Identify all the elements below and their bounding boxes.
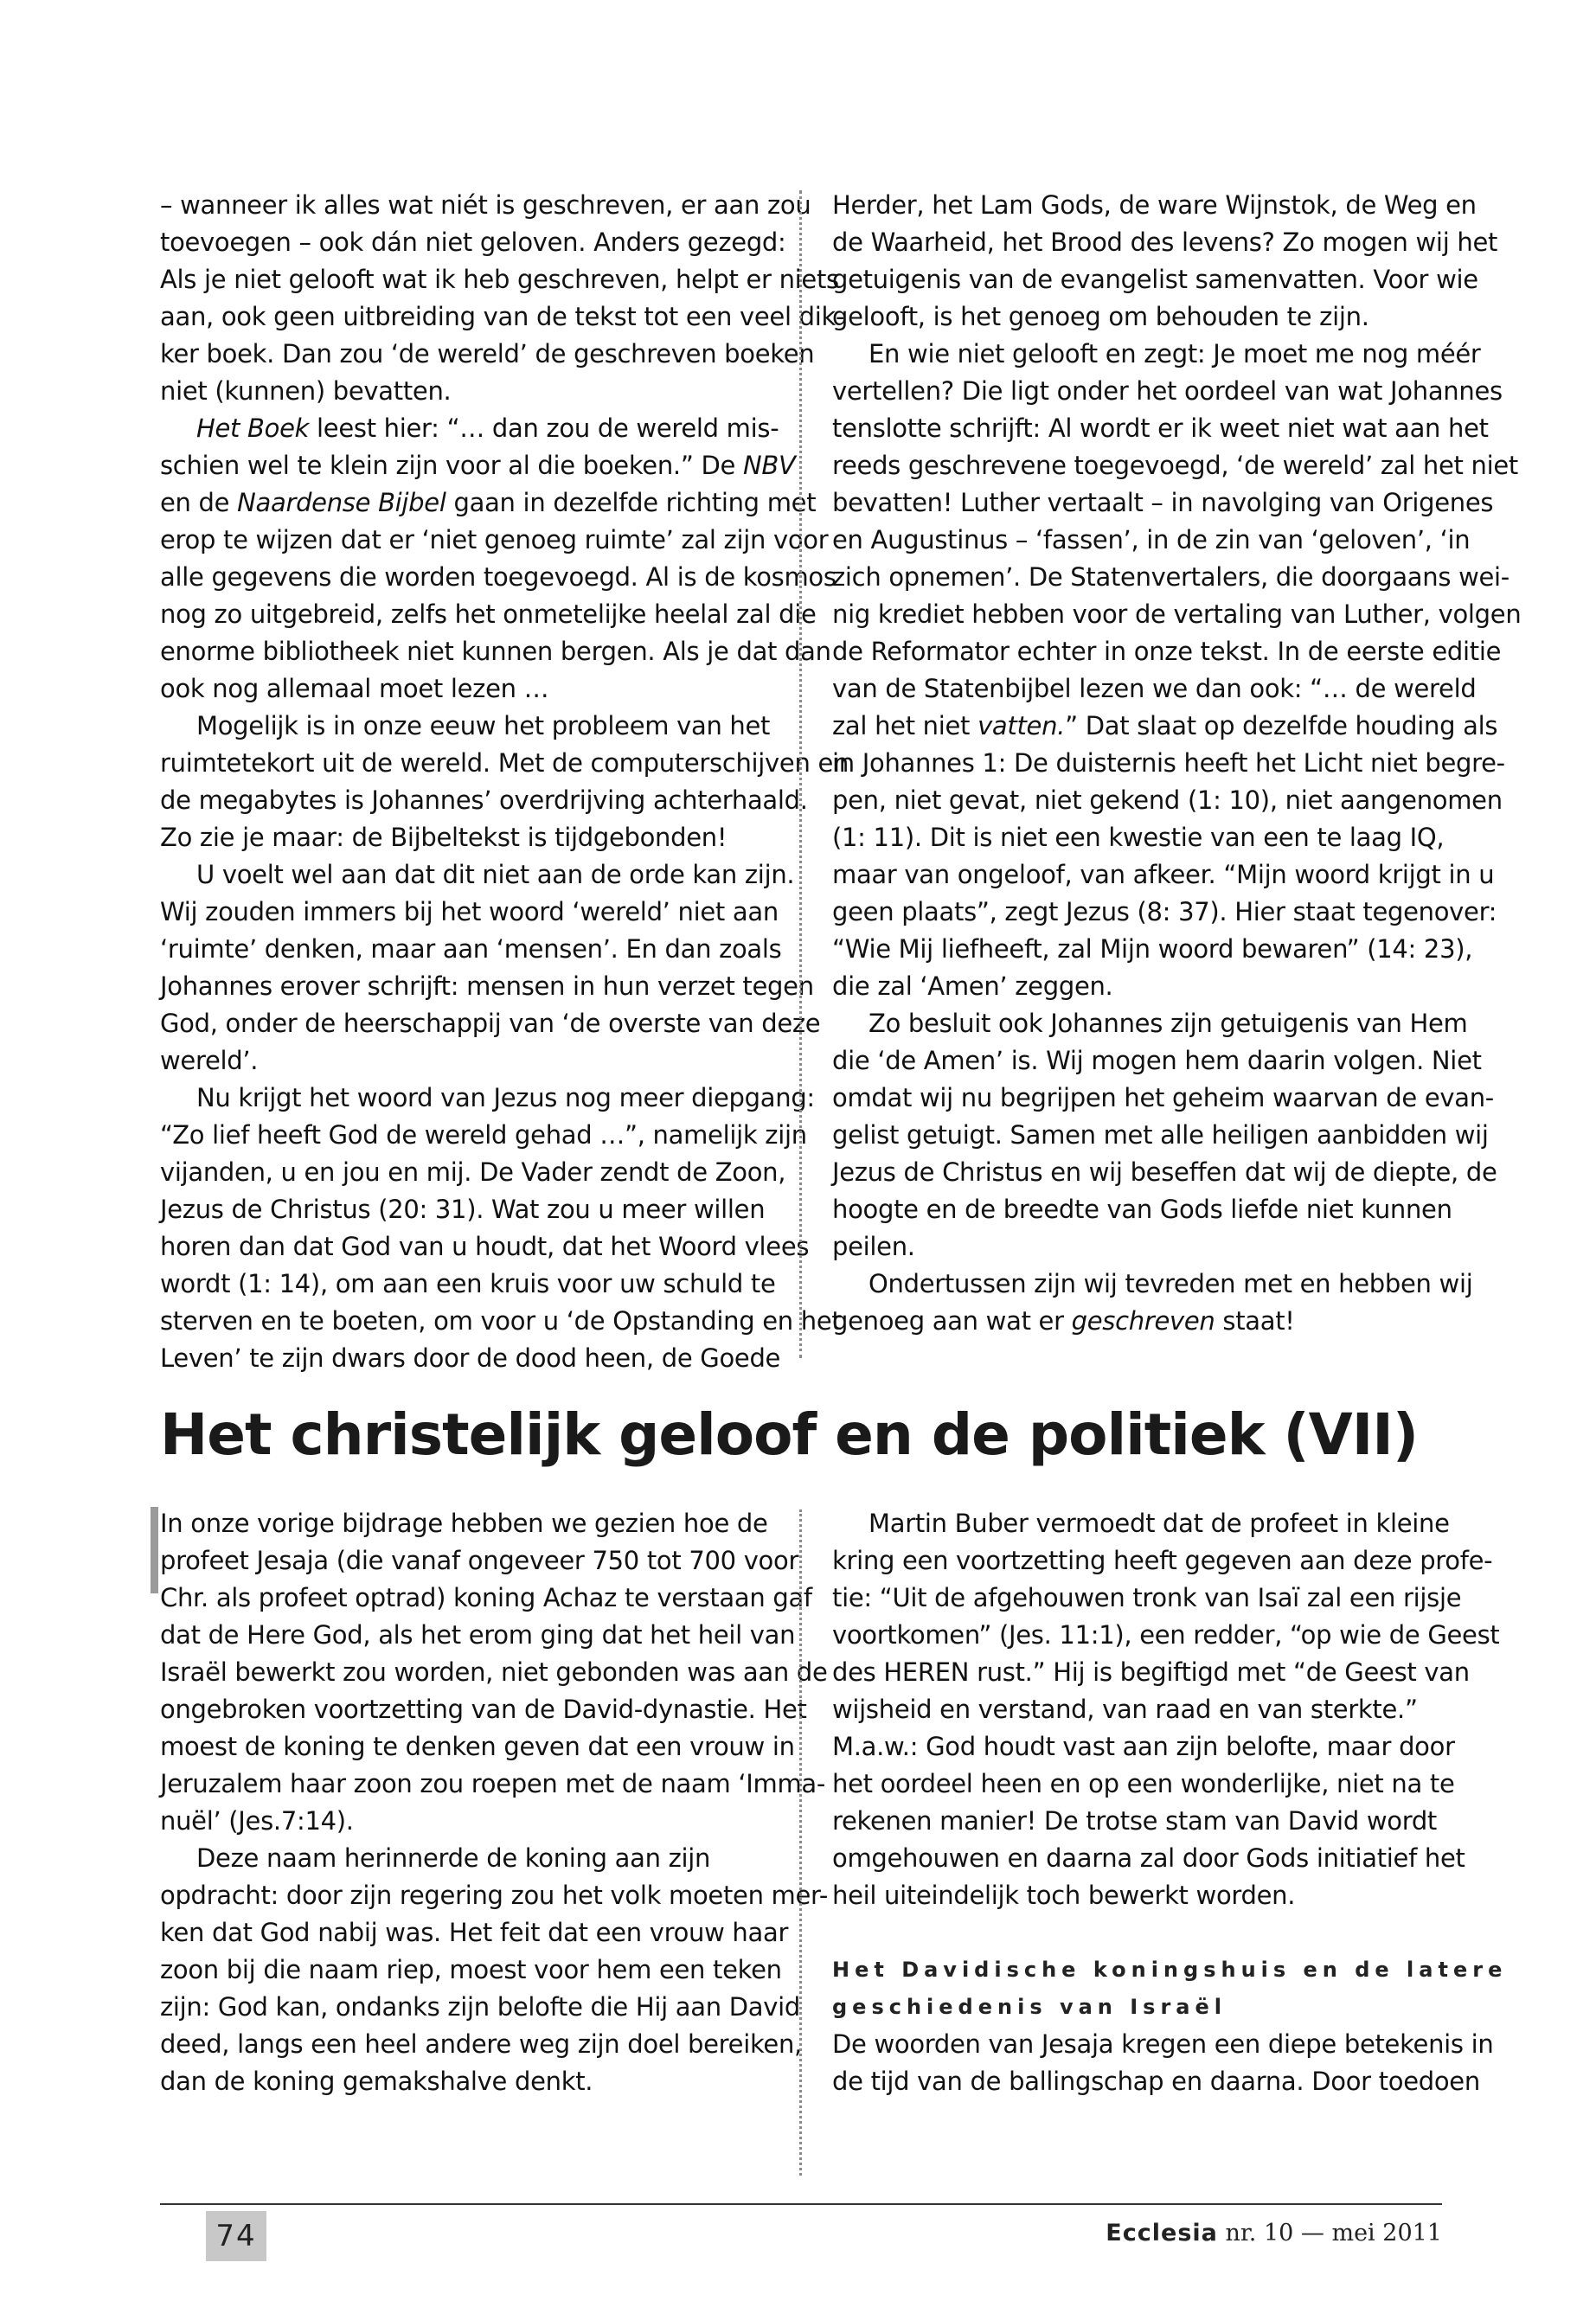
paragraph-marker-bar (151, 1507, 158, 1593)
text-line: gelist getuigt. Samen met alle heiligen aanbidden wij (832, 1120, 1489, 1150)
text-line: – wanneer ik alles wat niét is geschreven, er aan zou (160, 190, 811, 220)
text-line: Martin Buber vermoedt dat de profeet in kleine (869, 1509, 1450, 1538)
text-span: genoeg aan wat er (832, 1306, 1072, 1336)
text-span: en de (160, 488, 238, 517)
magazine-name: Ecclesia (1106, 2220, 1218, 2247)
section-subheading: Het Davidische koningshuis en de latere (832, 1958, 1508, 1982)
text-line: hoogte en de breedte van Gods liefde niet kunnen (832, 1195, 1452, 1224)
italic-title: NBV (742, 451, 796, 480)
text-line: Herder, het Lam Gods, de ware Wijnstok, de Weg en (832, 190, 1477, 220)
text-line: “Wie Mij liefheeft, zal Mijn woord bewaren” (14: 23), (832, 934, 1473, 964)
text-line: ruimtetekort uit de wereld. Met de computerschijven en (160, 748, 849, 778)
text-line: voortkomen” (Jes. 11:1), een redder, “op wie de Geest (832, 1620, 1500, 1650)
text-line: In onze vorige bijdrage hebben we gezien hoe de (160, 1509, 768, 1538)
text-line: vertellen? Die ligt onder het oordeel van wat Johannes (832, 376, 1503, 406)
text-line: Israël bewerkt zou worden, niet gebonden was aan de (160, 1657, 828, 1687)
text-line: Chr. als profeet optrad) koning Achaz te verstaan gaf (160, 1583, 812, 1612)
text-line: Nu krijgt het woord van Jezus nog meer diepgang: (196, 1083, 815, 1112)
text-line: wordt (1: 14), om aan een kruis voor uw schuld te (160, 1269, 776, 1298)
column-divider (799, 190, 802, 1358)
text-line: de megabytes is Johannes’ overdrijving achterhaald. (160, 785, 808, 815)
text-line: zoon bij die naam riep, moest voor hem een teken (160, 1955, 782, 1984)
text-span: gaan in dezelfde richting met (445, 488, 817, 517)
text-line: ongebroken voortzetting van de David-dynastie. Het (160, 1695, 807, 1724)
text-line: tenslotte schrijft: Al wordt er ik weet niet wat aan het (832, 413, 1489, 443)
text-line: nog zo uitgebreid, zelfs het onmetelijke heelal zal die (160, 599, 817, 629)
text-line: ‘ruimte’ denken, maar aan ‘mensen’. En dan zoals (160, 934, 782, 964)
footer-rule (160, 2203, 1442, 2205)
footer-issue (1106, 2220, 1442, 2247)
text-line: enorme bibliotheek niet kunnen bergen. Als je dat dan (160, 637, 831, 666)
text-line: kring een voortzetting heeft gegeven aan deze profe- (832, 1546, 1493, 1575)
issue-info: nr. 10 — mei 2011 (1217, 2220, 1442, 2247)
text-line: die zal ‘Amen’ zeggen. (832, 971, 1113, 1001)
italic-title: Het Boek (196, 413, 310, 443)
text-line: zich opnemen’. De Statenvertalers, die doorgaans wei- (832, 562, 1509, 592)
text-line: omdat wij nu begrijpen het geheim waarvan de evan- (832, 1083, 1494, 1112)
text-line: de Reformator echter in onze tekst. In de eerste editie (832, 637, 1502, 666)
top-right-column (832, 187, 1522, 1340)
text-line: heil uiteindelijk toch bewerkt worden. (832, 1881, 1296, 1910)
text-line: reeds geschrevene toegevoegd, ‘de wereld’ zal het niet (832, 451, 1518, 480)
text-line: bevatten! Luther vertaalt – in navolging van Origenes (832, 488, 1494, 517)
column-divider (799, 1509, 802, 2176)
text-line: gelooft, is het genoeg om behouden te zijn. (832, 302, 1369, 331)
text-line: peilen. (832, 1232, 915, 1261)
text-line: U voelt wel aan dat dit niet aan de orde kan zijn. (196, 860, 795, 889)
text-line: Als je niet gelooft wat ik heb geschreven, helpt er niets (160, 265, 839, 294)
spacer (832, 1914, 1455, 1952)
text-line (160, 447, 796, 484)
text-line: aan, ook geen uitbreiding van de tekst tot een veel dik- (160, 302, 845, 331)
text-line: ook nog allemaal moet lezen … (160, 674, 549, 703)
text-line: Leven’ te zijn dwars door de dood heen, de Goede (160, 1343, 781, 1373)
text-line: niet (kunnen) bevatten. (160, 376, 452, 406)
text-line: (1: 11). Dit is niet een kwestie van een te laag IQ, (832, 823, 1445, 852)
text-line: Jeruzalem haar zoon zou roepen met de naam ‘Imma- (160, 1769, 826, 1798)
article-title: Het christelijk geloof en de politiek (VII) (160, 1401, 1419, 1468)
top-left-column (160, 187, 849, 1377)
text-line: vijanden, u en jou en mij. De Vader zendt de Zoon, (160, 1157, 786, 1187)
text-line: nig krediet hebben voor de vertaling van Luther, volgen (832, 599, 1522, 629)
text-line: moest de koning te denken geven dat een vrouw in (160, 1732, 795, 1761)
text-line: in Johannes 1: De duisternis heeft het Licht niet begre- (832, 748, 1505, 778)
text-line: Johannes erover schrijft: mensen in hun verzet tegen (160, 971, 814, 1001)
text-line: omgehouwen en daarna zal door Gods initiatief het (832, 1843, 1465, 1873)
text-line: Zo zie je maar: de Bijbeltekst is tijdgebonden! (160, 823, 727, 852)
text-line: alle gegevens die worden toegevoegd. Al is de kosmos (160, 562, 836, 592)
text-line: En wie niet gelooft en zegt: Je moet me nog méér (869, 339, 1481, 369)
text-line (160, 484, 817, 522)
text-line: Jezus de Christus (20: 31). Wat zou u meer willen (160, 1195, 766, 1224)
text-line: pen, niet gevat, niet gekend (1: 10), niet aangenomen (832, 785, 1503, 815)
text-line: de Waarheid, het Brood des levens? Zo mogen wij het (832, 228, 1498, 257)
italic-word: vatten. (977, 711, 1066, 740)
text-line: opdracht: door zijn regering zou het volk moeten mer- (160, 1881, 828, 1910)
text-line: getuigenis van de evangelist samenvatten. Voor wie (832, 265, 1478, 294)
text-line: erop te wijzen dat er ‘niet genoeg ruimte’ zal zijn voor (160, 525, 829, 554)
text-line: geen plaats”, zegt Jezus (8: 37). Hier staat tegenover: (832, 897, 1497, 926)
text-line: maar van ongeloof, van afkeer. “Mijn woord krijgt in u (832, 860, 1495, 889)
text-line: horen dan dat God van u houdt, dat het Woord vlees (160, 1232, 810, 1261)
text-span: zal het niet (832, 711, 978, 740)
text-line: van de Statenbijbel lezen we dan ook: “… de wereld (832, 674, 1477, 703)
text-line: dat de Here God, als het erom ging dat het heil van (160, 1620, 796, 1650)
bottom-left-column (160, 1505, 828, 2100)
section-subheading: geschiedenis van Israël (832, 1995, 1227, 2019)
text-line: Ondertussen zijn wij tevreden met en hebben wij (869, 1269, 1473, 1298)
text-line: dan de koning gemakshalve denkt. (160, 2067, 593, 2096)
text-line (160, 410, 792, 447)
bottom-right-column (832, 1505, 1508, 2100)
text-line: des HEREN rust.” Hij is begiftigd met “de Geest van (832, 1657, 1470, 1687)
text-line: wijsheid en verstand, van raad en van sterkte.” (832, 1695, 1418, 1724)
text-span: leest hier: “… dan zou de wereld mis- (309, 413, 779, 443)
text-line: Zo besluit ook Johannes zijn getuigenis van Hem (869, 1009, 1468, 1038)
italic-title: Naardense Bijbel (237, 488, 446, 517)
text-line: de tijd van de ballingschap en daarna. Door toedoen (832, 2067, 1480, 2096)
text-line: rekenen manier! De trotse stam van David wordt (832, 1806, 1437, 1836)
text-line: nuël’ (Jes.7:14). (160, 1806, 354, 1836)
text-line (832, 1303, 1455, 1340)
text-line: Wij zouden immers bij het woord ‘wereld’ niet aan (160, 897, 779, 926)
text-line: God, onder de heerschappij van ‘de overste van deze (160, 1009, 821, 1038)
text-line: tie: “Uit de afgehouwen tronk van Isaï zal een rijsje (832, 1583, 1462, 1612)
text-line: het oordeel heen en op een wonderlijke, niet na te (832, 1769, 1455, 1798)
text-span: ” Dat slaat op dezelfde houding als (1065, 711, 1498, 740)
italic-word: geschreven (1071, 1306, 1215, 1336)
text-line: De woorden van Jesaja kregen een diepe betekenis in (832, 2029, 1494, 2059)
text-line: Mogelijk is in onze eeuw het probleem van het (196, 711, 771, 740)
text-line: profeet Jesaja (die vanaf ongeveer 750 tot 700 voor (160, 1546, 799, 1575)
text-line: sterven en te boeten, om voor u ‘de Opstanding en het (160, 1306, 842, 1336)
page-number: 74 (206, 2211, 266, 2261)
text-span: staat! (1215, 1306, 1295, 1336)
text-line: Deze naam herinnerde de koning aan zijn (196, 1843, 711, 1873)
text-span: schien wel te klein zijn voor al die boeken.” De (160, 451, 743, 480)
text-line (832, 708, 1498, 745)
text-line: en Augustinus – ‘fassen’, in de zin van ‘geloven’, ‘in (832, 525, 1471, 554)
text-line: zijn: God kan, ondanks zijn belofte die Hij aan David (160, 1992, 800, 2022)
text-line: Jezus de Christus en wij beseffen dat wij de diepte, de (832, 1157, 1497, 1187)
text-line: die ‘de Amen’ is. Wij mogen hem daarin volgen. Niet (832, 1046, 1482, 1075)
text-line: “Zo lief heeft God de wereld gehad …”, namelijk zijn (160, 1120, 807, 1150)
text-line: toevoegen – ook dán niet geloven. Anders gezegd: (160, 228, 786, 257)
text-line: M.a.w.: God houdt vast aan zijn belofte, maar door (832, 1732, 1455, 1761)
text-line: deed, langs een heel andere weg zijn doel bereiken, (160, 2029, 802, 2059)
text-line: wereld’. (160, 1046, 259, 1075)
text-line: ken dat God nabij was. Het feit dat een vrouw haar (160, 1918, 789, 1947)
text-line: ker boek. Dan zou ‘de wereld’ de geschreven boeken (160, 339, 815, 369)
